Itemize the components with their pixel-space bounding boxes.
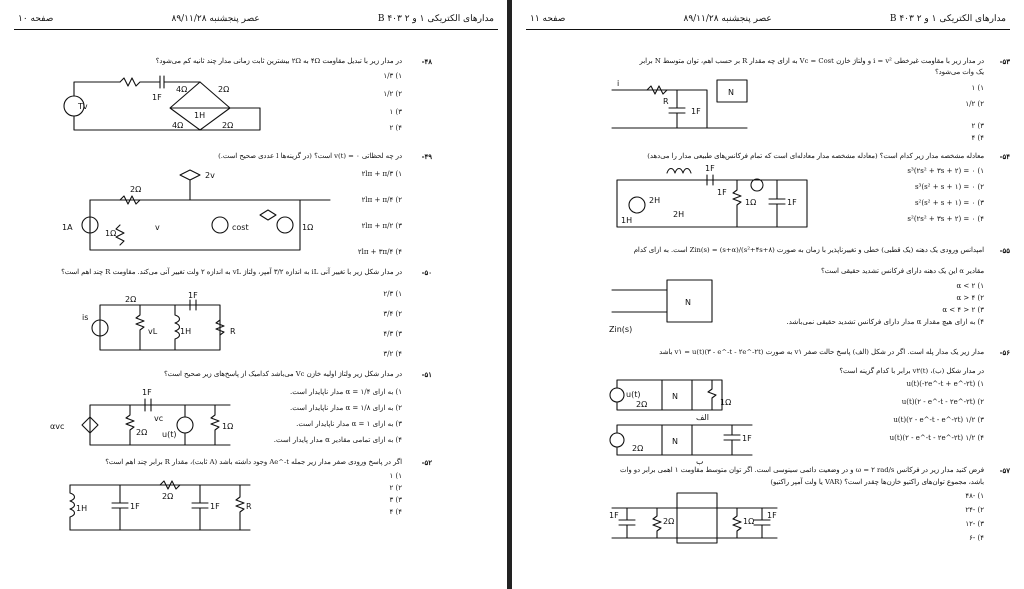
- svg-text:2v: 2v: [205, 171, 215, 180]
- option: ۱) s³(۲s² + ۳s + ۲) = ۰: [907, 167, 984, 175]
- option: ۱) به ازای α = ۱/۴ مدار ناپایدار است.: [290, 388, 402, 396]
- svg-text:vc: vc: [154, 414, 164, 423]
- right-page-header: [526, 8, 1010, 30]
- option: ۴) ۲: [389, 124, 402, 132]
- option: ۴) ۴: [971, 134, 984, 142]
- question-text: اگر در پاسخ ورودی صفر مدار زیر جمله Ae^-t وجود داشته باشد (A ثابت)، مقدار R برابر چند اهم است؟: [105, 458, 402, 466]
- header-date: عصر پنجشنبه ۸۹/۱۱/۲۸: [683, 13, 772, 24]
- svg-text:is: is: [82, 313, 89, 322]
- question-number: -۵۲: [421, 458, 432, 467]
- svg-text:1F: 1F: [705, 164, 715, 173]
- svg-text:1F: 1F: [742, 434, 752, 443]
- svg-text:4Ω: 4Ω: [172, 121, 184, 130]
- option: ۱) ۲lπ + π/۳: [361, 170, 402, 178]
- option: ۲) ۲lπ + π/۴: [361, 196, 402, 204]
- svg-text:u(t): u(t): [626, 390, 641, 399]
- option: ۴) ۴: [389, 508, 402, 516]
- svg-text:1F: 1F: [767, 511, 777, 520]
- question-text: معادله مشخصه مدار زیر کدام است؟ (معادله مشخصه مدار معادله‌ای است که تمام فرکانس‌های طبیعی مدار را می‌دهد): [647, 152, 984, 160]
- svg-text:1Ω: 1Ω: [222, 422, 234, 431]
- svg-text:1Ω: 1Ω: [743, 517, 755, 526]
- option: ۳) ۳: [389, 496, 402, 504]
- question-text: در مدار شکل زیر ولتاژ اولیه خازن Vc می‌باشد کدامیک از پاسخ‌های زیر صحیح است؟: [164, 370, 402, 378]
- svg-text:1F: 1F: [152, 93, 162, 102]
- right-page: [512, 0, 1024, 589]
- svg-text:1H: 1H: [76, 504, 88, 513]
- svg-text:1F: 1F: [691, 107, 701, 116]
- question-text: در مدار زیر با مقاومت غیرخطی i = v² و ولتاژ خازن Vc = Cost به ازای چه مقدار R بر حسب اهم، توان متوسط N برابر: [639, 57, 984, 65]
- option: ۴) به ازای هیچ مقدار α مدار دارای فرکانس تشدید حقیقی نمی‌باشد.: [786, 318, 984, 326]
- question-number: -۵۵: [999, 246, 1010, 255]
- svg-text:u(t): u(t): [162, 430, 177, 439]
- svg-text:1F: 1F: [717, 188, 727, 197]
- header-page-number: صفحه ۱۱: [530, 13, 566, 24]
- option: ۳) -۱۲: [965, 520, 984, 528]
- svg-text:1Ω: 1Ω: [745, 198, 757, 207]
- option: ۴) ۲lπ + ۳π/۴: [357, 248, 402, 256]
- svg-text:αvc: αvc: [50, 422, 65, 431]
- circuit-diagram-q50: [80, 290, 260, 360]
- option: ۳) ۱/۲ u(t)(۲ - e^-t - e^-۲t): [893, 416, 984, 424]
- question-text: در مدار زیر با تبدیل مقاومت ۴Ω به ۲Ω بیشترین ثابت زمانی مدار چند ثانیه کم می‌شود؟: [155, 57, 402, 65]
- option: ۳) ۲lπ + π/۲: [361, 222, 402, 230]
- option: ۲) s³(s² + s + ۱) = ۰: [914, 183, 984, 191]
- option: ۲) u(t)(۲ - e^-t - ۲e^-۲t): [901, 398, 984, 406]
- circuit-diagram-q53: [607, 78, 777, 138]
- svg-text:2Ω: 2Ω: [663, 517, 675, 526]
- question-number: -۴۸: [421, 57, 432, 66]
- svg-text:N: N: [685, 298, 691, 307]
- svg-text:1F: 1F: [142, 388, 152, 397]
- svg-text:2Ω: 2Ω: [125, 295, 137, 304]
- svg-text:2Ω: 2Ω: [222, 121, 234, 130]
- svg-text:1F: 1F: [188, 291, 198, 300]
- question-number: -۵۶: [999, 348, 1010, 357]
- svg-text:1H: 1H: [621, 216, 633, 225]
- circuit-diagram-q57: [607, 488, 787, 548]
- svg-text:N: N: [672, 437, 678, 446]
- question-number: -۴۹: [421, 152, 432, 161]
- option: ۲) ۳/۴: [383, 310, 402, 318]
- question-text-continued: باشد، مجموع توان‌های راکتیو خازن‌ها چقدر است؟ (VAR یا ولت آمپر راکتیو): [770, 478, 984, 486]
- circuit-diagram-q52: [60, 475, 260, 535]
- svg-text:N: N: [728, 88, 734, 97]
- option: ۴) ۱/۲ u(t)(۲ - e^-t - ۲e^-۲t): [889, 434, 984, 442]
- svg-text:Tv: Tv: [78, 102, 88, 111]
- svg-text:R: R: [246, 502, 252, 511]
- option: ۳) ۲: [971, 122, 984, 130]
- circuit-diagram-q55: [607, 270, 737, 340]
- svg-text:Zin(s): Zin(s): [609, 325, 633, 334]
- svg-text:2Ω: 2Ω: [218, 85, 230, 94]
- option: ۳) ۴/۳: [383, 330, 402, 338]
- option: ۱) ۱: [389, 472, 402, 480]
- svg-text:1F: 1F: [609, 511, 619, 520]
- svg-text:2Ω: 2Ω: [162, 492, 174, 501]
- svg-text:2Ω: 2Ω: [136, 428, 148, 437]
- header-page-number: صفحه ۱۰: [18, 13, 54, 24]
- svg-text:2Ω: 2Ω: [632, 444, 644, 453]
- header-title: مدارهای الکتریکی ۱ و ۲ B ۴۰۳: [889, 13, 1006, 24]
- left-page-header: [14, 8, 498, 30]
- svg-text:ب: ب: [696, 457, 704, 466]
- svg-text:1F: 1F: [787, 198, 797, 207]
- option: ۲) -۲۴: [965, 506, 984, 514]
- option: ۲) ۱/۲: [965, 100, 984, 108]
- option: ۴) s²(۲s² + ۳s + ۲) = ۰: [907, 215, 984, 223]
- option: ۳) ۱: [389, 108, 402, 116]
- option: ۱) ۲/۳: [383, 290, 402, 298]
- svg-text:2Ω: 2Ω: [130, 185, 142, 194]
- question-text: فرض کنید مدار زیر در فرکانس ω = ۲ rad/s و در وضعیت دائمی سینوسی است. اگر توان متوسط مقاومت ۱ اهمی برابر دو وات: [620, 466, 984, 474]
- svg-text:vL: vL: [148, 327, 158, 336]
- svg-text:2H: 2H: [649, 196, 661, 205]
- option: ۱) ۱/۳: [383, 72, 402, 80]
- option: ۳) s²(s² + s + ۱) = ۰: [914, 199, 984, 207]
- option: ۲) به ازای α = ۱/۸ مدار ناپایدار است.: [290, 404, 402, 412]
- option: ۴) ۳/۲: [383, 350, 402, 358]
- option: ۱) ۱: [971, 84, 984, 92]
- option: ۱) u(t)(-۲e^-t + e^-۲t): [906, 380, 984, 388]
- svg-text:R: R: [663, 97, 669, 106]
- header-title: مدارهای الکتریکی ۱ و ۲ B ۴۰۳: [377, 13, 494, 24]
- svg-text:i: i: [617, 79, 620, 88]
- svg-text:N: N: [672, 392, 678, 401]
- svg-text:الف: الف: [696, 413, 709, 422]
- question-number: -۵۱: [421, 370, 432, 379]
- option: ۳) به ازای α = ۱ مدار ناپایدار است.: [296, 420, 402, 428]
- svg-text:1F: 1F: [130, 502, 140, 511]
- option: ۳) ۲ < α < ۴: [942, 306, 984, 314]
- question-number: -۵۳: [999, 57, 1010, 66]
- option: ۱) -۴۸: [965, 492, 984, 500]
- option: ۴) -۶: [969, 534, 984, 542]
- question-number: -۵۴: [999, 152, 1010, 161]
- svg-text:1H: 1H: [180, 327, 192, 336]
- circuit-diagram-q49: [60, 170, 314, 255]
- svg-text:R: R: [230, 327, 236, 336]
- svg-text:v: v: [155, 223, 160, 232]
- svg-text:1Ω: 1Ω: [720, 398, 732, 407]
- option: ۱) α < ۲: [956, 282, 984, 290]
- question-text: امپدانس ورودی یک دهنه (یک قطبی) خطی و تغییرناپذیر با زمان به صورت Zin(s) = (s+α)/(s²+۴s+۸) است. به ازای کدام: [633, 246, 984, 254]
- circuit-diagram-q48: [60, 68, 280, 138]
- svg-text:2Ω: 2Ω: [636, 400, 648, 409]
- question-text-continued: در مدار شکل (ب)، v۲(t) برابر با کدام گزینه است؟: [839, 367, 984, 375]
- svg-text:1H: 1H: [194, 111, 206, 120]
- circuit-diagram-q54: [607, 165, 827, 235]
- svg-text:1Ω: 1Ω: [105, 229, 117, 238]
- svg-text:1Ω: 1Ω: [302, 223, 314, 232]
- question-text-continued: مقادیر α این یک دهنه دارای فرکانس تشدید حقیقی است؟: [820, 267, 984, 275]
- circuit-diagram-q56: [602, 375, 782, 465]
- question-number: -۵۷: [999, 466, 1010, 475]
- option: ۲) ۱/۲: [383, 90, 402, 98]
- circuit-diagram-q51: [50, 385, 240, 455]
- svg-text:cost: cost: [232, 223, 249, 232]
- svg-text:1F: 1F: [210, 502, 220, 511]
- option: ۲) α > ۴: [956, 294, 984, 302]
- question-text: مدار زیر یک مدار پله است. اگر در شکل (الف) پاسخ حالت صفر v۱ به صورت v۱ = u(t)(۳ - e^-t - ۲e^-۲t) باشد: [659, 348, 984, 356]
- option: ۲) ۲: [389, 484, 402, 492]
- header-date: عصر پنجشنبه ۸۹/۱۱/۲۸: [171, 13, 260, 24]
- option: ۴) به ازای تمامی مقادیر α مدار پایدار است.: [273, 436, 402, 444]
- svg-text:1A: 1A: [62, 223, 73, 232]
- question-text: در مدار شکل زیر با تغییر آنی iL به اندازه ۳/۲ آمپر، ولتاژ vL به اندازه ۲ ولت تغییر آنی می‌کند. مقاومت R چند اهم است؟: [61, 268, 402, 276]
- svg-text:2H: 2H: [673, 210, 685, 219]
- question-text-continued: یک وات می‌شود؟: [934, 68, 984, 76]
- svg-text:4Ω: 4Ω: [176, 85, 188, 94]
- question-text: در چه لحظاتی v(t) = ۰ است؟ (در گزینه‌ها l عددی صحیح است.): [218, 152, 402, 160]
- question-number: -۵۰: [421, 268, 432, 277]
